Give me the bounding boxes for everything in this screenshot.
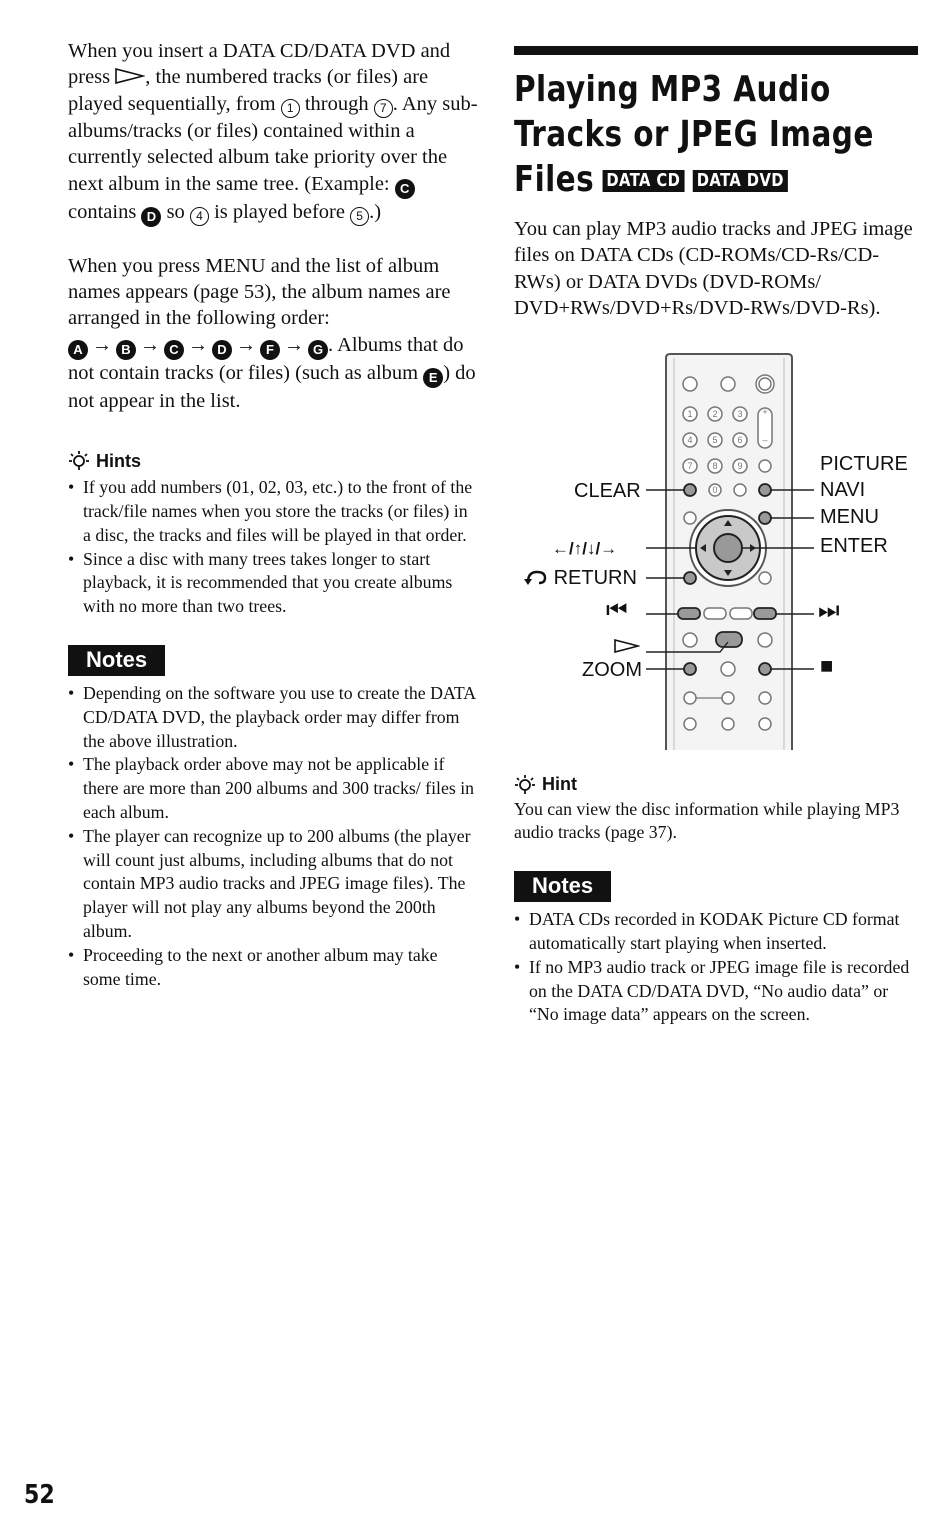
page-title — [514, 67, 924, 202]
text-span: so — [166, 200, 185, 223]
arrow-right-icon: → — [284, 333, 304, 356]
previous-label: ⏮ — [606, 596, 628, 624]
svg-text:+: + — [762, 406, 768, 417]
number-1-icon: 1 — [281, 99, 300, 118]
arrow-right-icon: → — [92, 333, 112, 356]
data-dvd-badge: DATA DVD — [693, 170, 788, 192]
play-icon — [614, 639, 640, 653]
svg-text:2: 2 — [712, 408, 718, 419]
album-g-icon: G — [308, 340, 328, 360]
number-7-icon: 7 — [374, 99, 393, 118]
svg-text:4: 4 — [687, 434, 693, 445]
list-item: • DATA CDs recorded in KODAK Picture CD format automatically start playing when inserted. — [514, 908, 922, 956]
album-d-icon: D — [212, 340, 232, 360]
number-5-icon: 5 — [350, 207, 369, 226]
text-span: is played before — [214, 200, 345, 223]
svg-text:0: 0 — [712, 484, 718, 495]
text-span: through — [304, 92, 369, 115]
svg-text:9: 9 — [737, 460, 743, 471]
data-cd-badge: DATA CD — [602, 170, 684, 192]
list-item: • The playback order above may not be applicable if there are more than 200 albums and 300 tracks/ files in each album. — [68, 753, 478, 824]
svg-text:6: 6 — [737, 434, 743, 445]
album-c-icon: C — [164, 340, 184, 360]
album-b-icon: B — [116, 340, 136, 360]
list-item: • The player can recognize up to 200 albums (the player will count just albums, including albums that do not contain MP3 audio tracks and JPEG image files). The player will not play any albums beyond the 200th album. — [68, 825, 478, 944]
hints-title: Hints — [96, 450, 141, 471]
title-rule — [514, 46, 918, 55]
text-span: , the numbered tracks (or files) are played sequentially, from — [68, 66, 429, 115]
right-column — [514, 38, 922, 1027]
text-span: contains — [68, 200, 137, 223]
arrow-right-icon: → — [188, 333, 208, 356]
list-item: • Since a disc with many trees takes longer to start playback, it is recommended that you create albums with no more than two trees. — [68, 548, 478, 619]
list-item: • If no MP3 audio track or JPEG image file is recorded on the DATA CD/DATA DVD, “No audio data” or “No image data” appears on the screen. — [514, 956, 922, 1027]
lightbulb-icon — [514, 774, 536, 796]
hints-heading — [68, 450, 478, 472]
album-f-icon: F — [260, 340, 280, 360]
playback-order-paragraph — [68, 38, 478, 227]
svg-text:3: 3 — [737, 408, 743, 419]
picture-navi-label-line2: NAVI — [820, 478, 866, 501]
number-4-icon: 4 — [190, 207, 209, 226]
text-span: When you insert a DATA CD/DATA DVD and press — [68, 40, 451, 89]
svg-text:8: 8 — [712, 460, 718, 471]
menu-label: MENU — [820, 505, 879, 528]
hint-title: Hint — [542, 774, 577, 795]
left-column — [68, 38, 478, 991]
svg-text:1: 1 — [687, 408, 693, 419]
stop-label: ■ — [820, 652, 834, 678]
list-item: • Proceeding to the next or another album may take some time. — [68, 944, 478, 992]
album-a-icon: A — [68, 340, 88, 360]
list-item: • If you add numbers (01, 02, 03, etc.) to the front of the track/file names when you store the tracks (or files) in a disc, the tracks and files will be played in that order. — [68, 476, 478, 547]
title-line: Playing MP3 Audio — [514, 69, 831, 110]
hint-text: You can view the disc information while playing MP3 audio tracks (page 37). — [514, 798, 900, 843]
zoom-label: ZOOM — [582, 658, 642, 681]
album-e-icon: E — [423, 368, 443, 388]
notes-heading: Notes — [514, 871, 611, 902]
hint-heading — [514, 774, 922, 796]
text-span: When you press MENU and the list of album names appears (page 53), the album names are arranged in the following order: — [68, 254, 451, 330]
text-span: . Albums that do not contain tracks (or files) (such as album — [68, 333, 464, 384]
svg-text:5: 5 — [712, 434, 718, 445]
play-label — [614, 635, 640, 659]
text-span: . Any sub-albums/tracks (or files) contained within a currently selected album take priority over the next album in the same tree. (Example: — [68, 92, 478, 195]
album-d-icon: D — [141, 207, 161, 227]
text-span: ) do not appear in the list. — [68, 361, 476, 412]
picture-navi-label-line1: PICTURE — [820, 452, 908, 475]
return-text: RETURN — [553, 566, 637, 589]
lightbulb-icon — [68, 450, 90, 472]
intro-paragraph: You can play MP3 audio tracks and JPEG image files on DATA CDs (CD-ROMs/CD-Rs/CD-RWs) or DATA DVDs (DVD-ROMs/ DVD+RWs/DVD+Rs/DVD-RWs/DVD-Rs). — [514, 218, 913, 320]
page-number: 52 — [24, 1480, 55, 1510]
svg-text:–: – — [762, 434, 768, 445]
list-item: • Depending on the software you use to create the DATA CD/DATA DVD, the playback order may differ from the above illustration. — [68, 682, 478, 753]
next-label: ⏭ — [818, 596, 840, 624]
notes-heading: Notes — [68, 645, 165, 676]
album-c-icon: C — [395, 179, 415, 199]
clear-label: CLEAR — [574, 479, 641, 502]
return-icon — [524, 568, 548, 586]
arrow-right-icon: → — [140, 333, 160, 356]
play-icon — [115, 68, 145, 84]
text-span: .) — [369, 200, 382, 223]
notes-list — [514, 908, 922, 1027]
svg-text:7: 7 — [687, 460, 693, 471]
hints-list — [68, 476, 478, 619]
notes-list — [68, 682, 478, 991]
enter-label: ENTER — [820, 534, 888, 557]
return-label — [524, 566, 637, 590]
arrow-keys-label: ←/↑/↓/→ — [552, 538, 618, 558]
remote-control-illustration — [514, 352, 922, 752]
arrow-right-icon: → — [236, 333, 256, 356]
title-line: Files — [514, 159, 595, 200]
album-order-paragraph — [68, 253, 478, 415]
title-line: Tracks or JPEG Image — [514, 114, 874, 155]
